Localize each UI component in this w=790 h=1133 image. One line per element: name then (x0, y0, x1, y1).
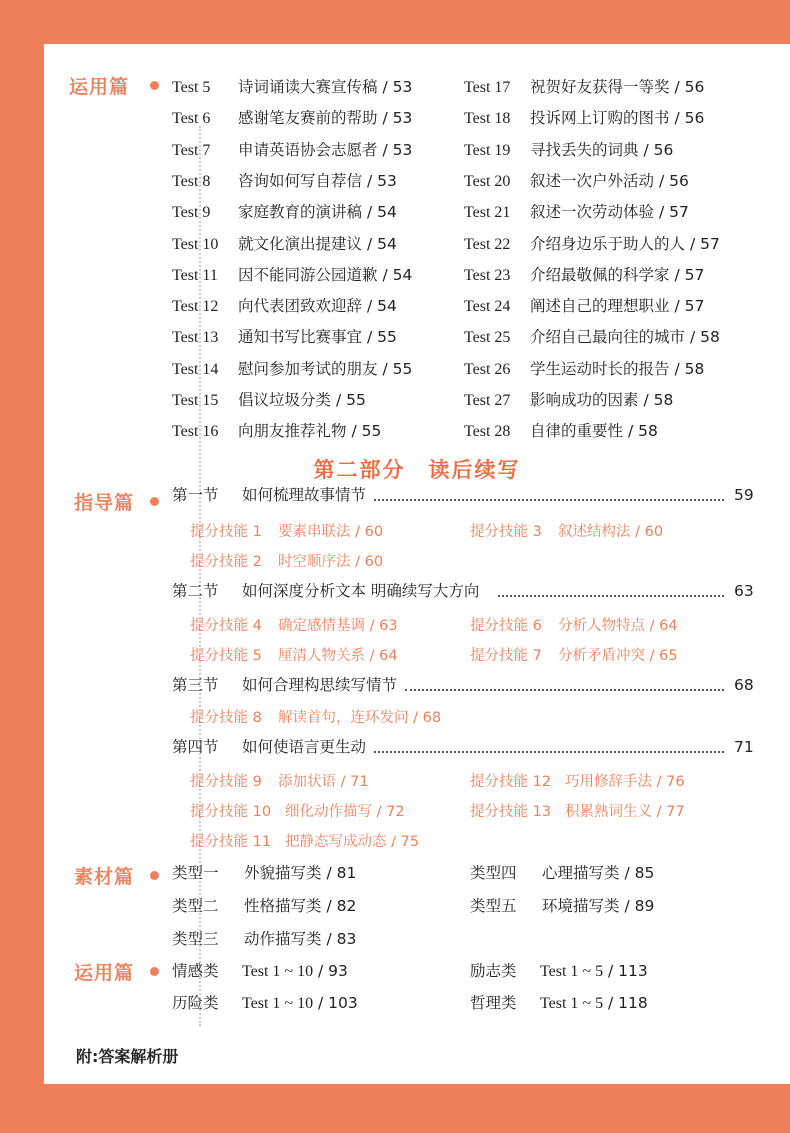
usage-page: 93 (328, 962, 348, 980)
entry-label: Test 6 (172, 110, 211, 128)
skill-separator: / (408, 710, 423, 726)
entry-page: 55 (392, 359, 413, 378)
entry-title: 学生运动时长的报告 (530, 359, 670, 378)
toc-page (44, 44, 790, 1084)
entry-separator: / (669, 297, 685, 316)
entry-page: 55 (346, 391, 366, 409)
skill-entry (190, 644, 398, 668)
skill-page: 76 (666, 774, 685, 790)
entry-title: 祝贺好友获得一等奖 (530, 78, 670, 96)
chapter-page: 71 (734, 738, 754, 756)
entry-separator: / (654, 203, 670, 222)
entry-separator: / (362, 328, 378, 347)
skill-page: 60 (364, 524, 384, 540)
entry-title: 阐述自己的理想职业 (530, 297, 670, 316)
entry-page: 54 (377, 203, 397, 222)
entry-title: 申请英语协会志愿者 (238, 140, 378, 159)
entry-title: 倡议垃圾分类 (238, 391, 332, 409)
skill-page: 64 (659, 618, 678, 634)
skill-entry (470, 770, 685, 794)
usage-entry (172, 958, 348, 984)
toc-entry (464, 262, 704, 288)
skill-page: 68 (422, 710, 442, 726)
toc-entry (172, 387, 366, 413)
material-label: 类型五 (470, 897, 517, 915)
entry-separator: / (638, 391, 654, 409)
skill-title: 厘清人物关系 (278, 648, 365, 664)
entry-title: 自律的重要性 (530, 422, 624, 441)
usage-page: 118 (618, 994, 648, 1012)
material-title: 心理描写类 (542, 864, 620, 882)
section-dot-icon (150, 81, 159, 90)
usage-page: 113 (618, 962, 648, 980)
entry-label: Test 20 (464, 172, 511, 190)
entry-separator: / (331, 391, 347, 409)
chapter-title: 如何深度分析文本 明确续写大方向 (242, 582, 480, 600)
material-entry (172, 860, 356, 886)
entry-separator: / (362, 203, 378, 222)
skill-label: 提分技能 8 (190, 710, 262, 726)
chapter-dot-leader (498, 595, 724, 597)
material-label: 类型四 (470, 864, 517, 882)
entry-title: 介绍最敬佩的科学家 (530, 265, 670, 284)
entry-page: 53 (377, 171, 397, 190)
entry-page: 57 (700, 234, 720, 253)
skill-label: 提分技能 10 (190, 804, 272, 820)
skill-label: 提分技能 2 (190, 554, 262, 570)
skill-title: 时空顺序法 (278, 554, 351, 570)
entry-label: Test 5 (172, 79, 211, 96)
entry-label: Test 7 (172, 141, 211, 159)
material-entry (172, 926, 356, 952)
entry-separator: / (669, 78, 685, 96)
skill-entry (190, 614, 398, 638)
skill-separator: / (365, 618, 380, 634)
chapter-title: 如何使语言更生动 (242, 738, 367, 756)
entry-separator: / (669, 359, 685, 378)
entry-title: 通知书写比赛事宜 (238, 328, 363, 347)
skill-separator: / (350, 524, 365, 540)
toc-entry (172, 105, 412, 131)
skill-entry (470, 520, 663, 544)
entry-label: Test 25 (464, 329, 511, 347)
entry-title: 诗词诵读大赛宣传稿 (238, 78, 378, 96)
chapter-label: 第一节 (172, 486, 219, 504)
skill-page: 75 (400, 834, 420, 850)
skill-title: 添加状语 (278, 774, 336, 790)
toc-entry (464, 199, 689, 225)
material-label: 类型三 (172, 930, 219, 948)
toc-entry (172, 262, 412, 288)
skill-entry (190, 550, 383, 574)
entry-separator: / (654, 171, 670, 190)
skill-label: 提分技能 5 (190, 648, 262, 664)
entry-title: 向代表团致欢迎辞 (238, 297, 363, 316)
entry-separator: / (669, 109, 685, 128)
material-entry (172, 893, 356, 919)
entry-title: 向朋友推荐礼物 (238, 422, 347, 441)
entry-label: Test 21 (464, 204, 511, 222)
skill-page: 71 (350, 774, 369, 790)
chapter-page: 68 (734, 676, 754, 694)
entry-separator: / (377, 265, 393, 284)
chapter-title: 如何合理构思续写情节 (242, 676, 398, 694)
toc-entry (172, 74, 412, 100)
material-separator: / (321, 897, 337, 915)
entry-separator: / (377, 359, 393, 378)
entry-page: 57 (684, 265, 705, 284)
toc-entry (172, 231, 397, 257)
entry-label: Test 15 (172, 392, 219, 409)
usage-label: 历险类 (172, 994, 219, 1012)
skill-entry (190, 520, 383, 544)
material-title: 动作描写类 (244, 930, 322, 948)
entry-label: Test 28 (464, 423, 511, 441)
entry-label: Test 16 (172, 423, 219, 441)
material-separator: / (321, 930, 337, 948)
chapter-label: 第四节 (172, 738, 219, 756)
entry-title: 叙述一次户外活动 (530, 171, 655, 190)
section-dot-icon (150, 871, 159, 880)
usage-separator: / (313, 962, 329, 980)
entry-title: 就文化演出提建议 (238, 234, 363, 253)
entry-separator: / (638, 140, 654, 159)
entry-separator: / (346, 422, 362, 441)
usage-entry (470, 990, 648, 1016)
section-dot-icon (150, 967, 159, 976)
skill-entry (190, 800, 405, 824)
usage-title: Test 1 ~ 5 (540, 995, 604, 1012)
skill-label: 提分技能 4 (190, 618, 262, 634)
entry-label: Test 26 (464, 360, 511, 378)
material-separator: / (619, 864, 635, 882)
usage-title: Test 1 ~ 10 (242, 995, 314, 1012)
material-label: 类型二 (172, 897, 219, 915)
toc-entry (464, 137, 673, 163)
entry-page: 56 (653, 140, 674, 159)
entry-label: Test 12 (172, 298, 219, 316)
usage-separator: / (603, 994, 619, 1012)
skill-title: 叙述结构法 (558, 524, 631, 540)
chapter-title: 如何梳理故事情节 (242, 486, 367, 504)
entry-title: 影响成功的因素 (530, 391, 639, 409)
skill-title: 确定感情基调 (278, 618, 365, 634)
entry-title: 叙述一次劳动体验 (530, 203, 655, 222)
entry-page: 54 (377, 234, 397, 253)
entry-separator: / (362, 171, 378, 190)
toc-entry (464, 105, 704, 131)
entry-label: Test 27 (464, 392, 511, 409)
skill-separator: / (336, 774, 351, 790)
toc-entry (172, 356, 412, 382)
toc-entry (172, 137, 412, 163)
skill-page: 60 (644, 524, 664, 540)
skill-title: 把静态写成动态 (285, 834, 387, 850)
material-title: 环境描写类 (542, 897, 620, 915)
skill-separator: / (652, 804, 667, 820)
entry-title: 寻找丢失的词典 (530, 140, 639, 159)
entry-label: Test 9 (172, 204, 211, 222)
entry-separator: / (685, 328, 701, 347)
chapter-dot-leader (405, 689, 724, 691)
entry-label: Test 13 (172, 329, 219, 347)
chapter-label: 第二节 (172, 582, 219, 600)
usage-page: 103 (328, 994, 358, 1012)
skill-entry (470, 614, 678, 638)
skill-entry (190, 830, 419, 854)
chapter-dot-leader (374, 499, 724, 501)
entry-page: 57 (684, 297, 705, 316)
skill-page: 60 (364, 554, 384, 570)
toc-entry (464, 418, 658, 444)
skill-title: 分析人物特点 (558, 618, 645, 634)
entry-separator: / (623, 422, 639, 441)
toc-entry (464, 324, 720, 350)
skill-page: 72 (386, 804, 405, 820)
material-separator: / (321, 864, 337, 882)
chapter-label: 第三节 (172, 676, 219, 694)
entry-page: 54 (377, 297, 397, 316)
entry-separator: / (685, 234, 701, 253)
entry-separator: / (362, 297, 378, 316)
entry-page: 56 (684, 78, 705, 96)
entry-title: 因不能同游公园道歉 (238, 265, 378, 284)
material-entry (470, 893, 654, 919)
section-label-usage-1: 运用篇 (69, 76, 130, 98)
entry-label: Test 17 (464, 79, 511, 96)
usage-label: 励志类 (470, 962, 517, 980)
entry-page: 58 (653, 391, 674, 409)
section-label-guide: 指导篇 (74, 492, 135, 514)
entry-page: 58 (700, 328, 720, 347)
skill-entry (190, 706, 441, 730)
skill-separator: / (350, 554, 365, 570)
skill-label: 提分技能 3 (470, 524, 542, 540)
skill-page: 64 (379, 648, 398, 664)
entry-page: 55 (377, 328, 397, 347)
skill-separator: / (652, 774, 667, 790)
skill-title: 细化动作描写 (285, 804, 372, 820)
entry-title: 介绍身边乐于助人的人 (530, 234, 686, 253)
material-title: 性格描写类 (244, 897, 322, 915)
entry-title: 感谢笔友赛前的帮助 (238, 109, 378, 128)
material-entry (470, 860, 654, 886)
skill-title: 巧用修辞手法 (565, 774, 652, 790)
usage-label: 情感类 (172, 962, 219, 980)
skill-title: 解读首句，连环发问 (278, 710, 409, 726)
entry-separator: / (377, 109, 393, 128)
entry-label: Test 22 (464, 235, 511, 253)
skill-entry (470, 800, 685, 824)
entry-page: 57 (669, 203, 689, 222)
entry-label: Test 24 (464, 298, 511, 316)
chapter-dot-leader (374, 751, 724, 753)
entry-title: 咨询如何写自荐信 (238, 171, 363, 190)
usage-label: 哲理类 (470, 994, 517, 1012)
entry-label: Test 10 (172, 235, 219, 253)
entry-page: 56 (669, 171, 689, 190)
entry-label: Test 14 (172, 360, 219, 378)
usage-title: Test 1 ~ 5 (540, 963, 604, 980)
entry-separator: / (377, 140, 393, 159)
usage-title: Test 1 ~ 10 (242, 963, 314, 980)
entry-page: 53 (392, 109, 413, 128)
entry-title: 家庭教育的演讲稿 (238, 203, 363, 222)
skill-label: 提分技能 12 (470, 774, 552, 790)
entry-page: 53 (392, 78, 413, 96)
entry-page: 54 (392, 265, 413, 284)
toc-entry (172, 168, 397, 194)
material-separator: / (619, 897, 635, 915)
skill-label: 提分技能 13 (470, 804, 552, 820)
skill-page: 63 (379, 618, 398, 634)
entry-page: 55 (361, 422, 382, 441)
toc-entry (172, 293, 397, 319)
entry-label: Test 18 (464, 110, 511, 128)
usage-separator: / (313, 994, 329, 1012)
entry-page: 58 (638, 422, 658, 441)
skill-title: 要素串联法 (278, 524, 351, 540)
skill-entry (190, 770, 369, 794)
toc-entry (172, 199, 397, 225)
entry-page: 56 (684, 109, 705, 128)
chapter-page: 63 (734, 582, 754, 600)
toc-entry (464, 387, 673, 413)
skill-page: 77 (666, 804, 685, 820)
usage-separator: / (603, 962, 619, 980)
toc-entry (464, 74, 704, 100)
section-dot-icon (150, 497, 159, 506)
material-label: 类型一 (172, 864, 219, 882)
toc-entry (172, 324, 397, 350)
section-label-usage-2: 运用篇 (74, 962, 135, 984)
skill-separator: / (386, 834, 401, 850)
material-page: 85 (634, 864, 655, 882)
entry-separator: / (377, 78, 393, 96)
chapter-entry (172, 578, 479, 604)
skill-label: 提分技能 9 (190, 774, 262, 790)
entry-title: 投诉网上订购的图书 (530, 109, 670, 128)
skill-separator: / (372, 804, 387, 820)
entry-separator: / (669, 265, 685, 284)
skill-label: 提分技能 7 (470, 648, 542, 664)
entry-label: Test 11 (172, 266, 218, 284)
entry-title: 介绍自己最向往的城市 (530, 328, 686, 347)
skill-label: 提分技能 11 (190, 834, 272, 850)
skill-label: 提分技能 1 (190, 524, 262, 540)
appendix-note: 附:答案解析册 (76, 1047, 179, 1066)
toc-entry (464, 293, 704, 319)
material-page: 82 (336, 897, 357, 915)
skill-page: 65 (659, 648, 678, 664)
skill-separator: / (645, 618, 660, 634)
material-title: 外貌描写类 (244, 864, 322, 882)
toc-entry (464, 231, 720, 257)
skill-title: 分析矛盾冲突 (558, 648, 645, 664)
chapter-entry (172, 734, 366, 760)
toc-entry (464, 168, 689, 194)
skill-label: 提分技能 6 (470, 618, 542, 634)
entry-label: Test 8 (172, 172, 211, 190)
entry-separator: / (362, 234, 378, 253)
entry-label: Test 19 (464, 141, 511, 159)
entry-title: 慰问参加考试的朋友 (238, 359, 378, 378)
chapter-entry (172, 482, 366, 508)
entry-label: Test 23 (464, 266, 511, 284)
chapter-entry (172, 672, 397, 698)
material-page: 81 (336, 864, 357, 882)
section-label-material: 素材篇 (74, 866, 135, 888)
chapter-page: 59 (734, 486, 754, 504)
toc-entry (464, 356, 704, 382)
skill-separator: / (365, 648, 380, 664)
skill-title: 积累熟词生义 (565, 804, 652, 820)
part-title: 第二部分 读后续写 (313, 457, 521, 482)
skill-entry (470, 644, 678, 668)
entry-page: 53 (392, 140, 413, 159)
usage-entry (470, 958, 648, 984)
usage-entry (172, 990, 358, 1016)
material-page: 83 (336, 930, 357, 948)
toc-entry (172, 418, 381, 444)
skill-separator: / (630, 524, 645, 540)
material-page: 89 (634, 897, 655, 915)
entry-page: 58 (684, 359, 705, 378)
skill-separator: / (645, 648, 660, 664)
